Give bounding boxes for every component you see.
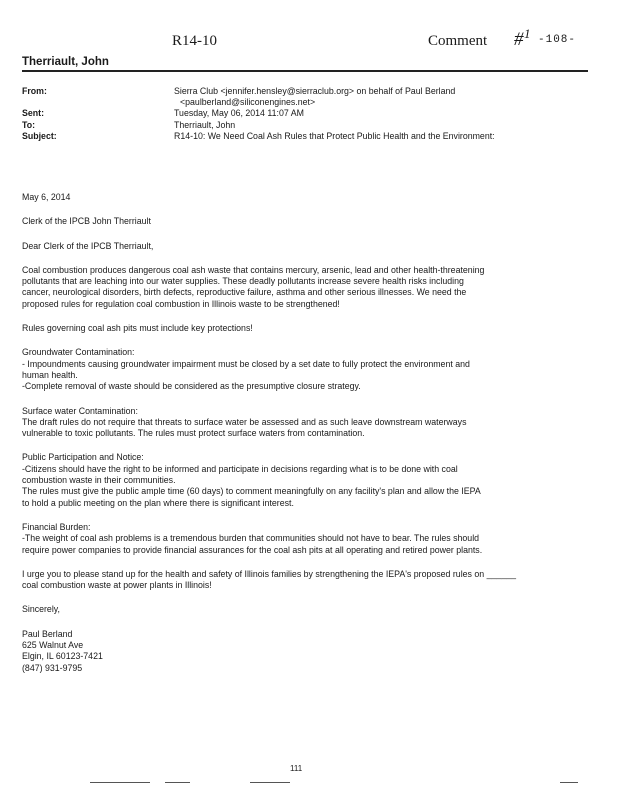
email-meta <box>22 86 588 142</box>
signoff: Sincerely, <box>22 604 60 615</box>
from-value-line2: <paulberland@siliconengines.net> <box>180 97 316 108</box>
closing-line: coal combustion waste at power plants in Illinois! <box>22 580 212 591</box>
to-row <box>22 120 588 131</box>
signature-street: 625 Walnut Ave <box>22 640 84 651</box>
sent-row <box>22 108 588 119</box>
section-groundwater <box>22 347 588 392</box>
section-line: -The weight of coal ash problems is a tremendous burden that communities should not have to bear. The rules should <box>22 533 480 544</box>
section-line: vulnerable to toxic pollutants. The rules must protect surface waters from contamination. <box>22 428 365 439</box>
section-financial-burden <box>22 522 588 556</box>
letter-addressee: Clerk of the IPCB John Therriault <box>22 216 151 227</box>
section-title: Surface water Contamination: <box>22 405 138 416</box>
section-title: Public Participation and Notice: <box>22 452 144 463</box>
from-row <box>22 86 588 108</box>
recipient-name: Therriault, John <box>22 56 109 68</box>
scan-artifact <box>560 782 578 783</box>
comment-suffix: -108- <box>538 34 577 46</box>
from-label: From: <box>22 86 47 96</box>
rules-intro: Rules governing coal ash pits must include key protections! <box>22 323 253 334</box>
section-line: - Impoundments causing groundwater impairment must be closed by a set date to fully protect the environment and <box>22 358 470 369</box>
section-line: combustion waste in their communities. <box>22 475 176 486</box>
docket-code: R14-10 <box>172 33 217 49</box>
sent-value: Tuesday, May 06, 2014 11:07 AM <box>174 108 304 119</box>
letter-date: May 6, 2014 <box>22 192 71 202</box>
section-line: The rules must give the public ample time (60 days) to comment meaningfully on any facility's plan and allow the IEPA <box>22 486 481 497</box>
subject-value: R14-10: We Need Coal Ash Rules that Protect Public Health and the Environment: <box>174 130 495 141</box>
section-line: to hold a public meeting on the plan where there is significant interest. <box>22 497 294 508</box>
signature-phone: (847) 931-9795 <box>22 662 83 673</box>
subject-label: Subject: <box>22 130 57 141</box>
header-divider <box>22 70 588 72</box>
letter-salutation: Dear Clerk of the IPCB Therriault, <box>22 240 154 251</box>
to-label: To: <box>22 119 36 130</box>
section-public-participation <box>22 452 588 508</box>
comment-label: Comment <box>428 33 488 49</box>
comment-number: 1 <box>524 26 531 41</box>
intro-line: cancer, neurological disorders, birth defects, reproductive failure, asthma and other serious illnesses. We need the <box>22 287 467 298</box>
intro-line: Coal combustion produces dangerous coal ash waste that contains mercury, arsenic, lead and other health-threatening <box>22 264 485 275</box>
to-value: Therriault, John <box>174 119 236 130</box>
signature-city: Elgin, IL 60123-7421 <box>22 651 103 662</box>
page-number: 111 <box>290 764 303 773</box>
sent-label: Sent: <box>22 108 44 119</box>
section-surface-water <box>22 406 588 440</box>
section-line: human health. <box>22 369 78 380</box>
comment-hash: # <box>514 29 524 50</box>
section-line: -Citizens should have the right to be informed and participate in decisions regarding what is to be done with coal <box>22 463 458 474</box>
subject-row <box>22 131 588 142</box>
signature-name: Paul Berland <box>22 628 73 639</box>
section-title: Groundwater Contamination: <box>22 347 135 358</box>
scan-artifact <box>165 782 190 783</box>
section-line: -Complete removal of waste should be considered as the presumptive closure strategy. <box>22 381 361 392</box>
section-line: require power companies to provide financial assurances for the coal ash pits at all operating and retired power plants. <box>22 544 483 555</box>
intro-paragraph <box>22 265 588 310</box>
from-value-line1: Sierra Club <jennifer.hensley@sierraclub.org> on behalf of Paul Berland <box>174 86 456 96</box>
section-line: The draft rules do not require that threats to surface water be assessed and as such leave downstream waterways <box>22 416 467 427</box>
from-value <box>174 86 588 108</box>
letter-body <box>22 192 588 674</box>
intro-line: proposed rules for regulation coal combustion in Illinois waste to be strengthened! <box>22 298 340 309</box>
signature-block <box>22 629 588 674</box>
closing-paragraph <box>22 569 588 592</box>
scan-artifact <box>90 782 150 783</box>
closing-line: I urge you to please stand up for the health and safety of Illinois families by strengthening the IEPA's proposed rules on ______ <box>22 568 516 579</box>
section-title: Financial Burden: <box>22 521 91 532</box>
intro-line: pollutants that are leaching into our water supplies. These deadly pollutants increase severe health risks including <box>22 276 464 287</box>
scan-artifact <box>250 782 290 783</box>
